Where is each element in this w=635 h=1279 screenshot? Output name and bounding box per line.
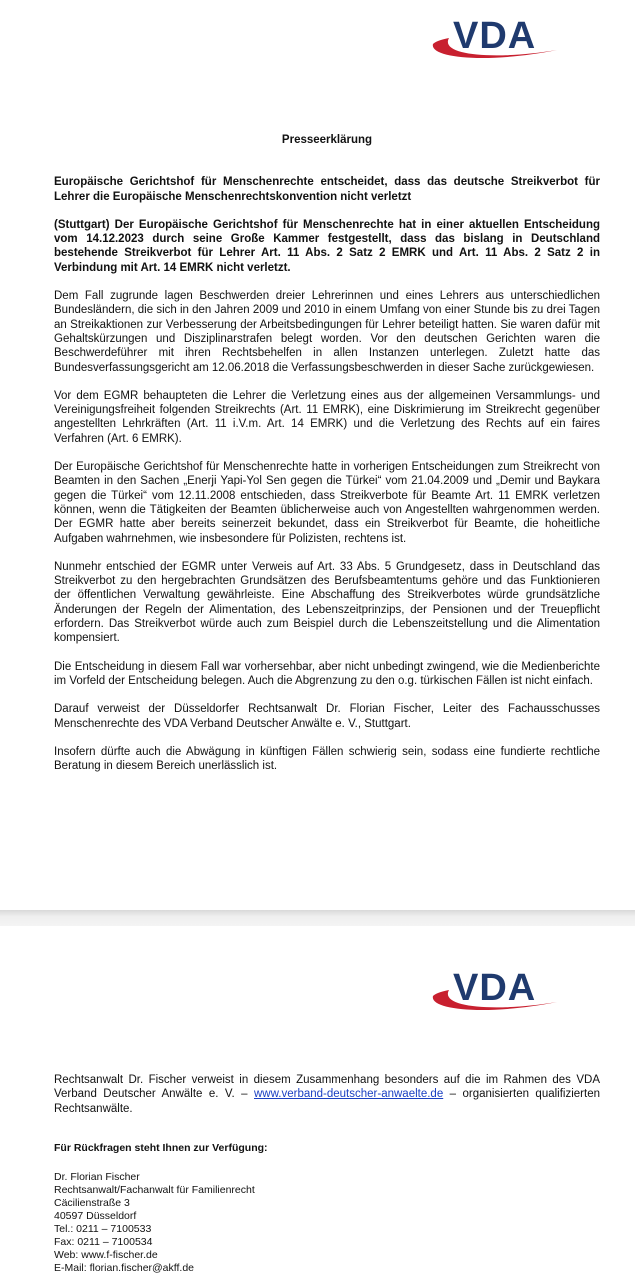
vda-logo-page-2: [427, 966, 559, 1014]
paragraph-5: Die Entscheidung in diesem Fall war vorhersehbar, aber nicht unbedingt zwingend, wie die Medienberichte im Vorfeld der Entscheidung belegen. Auch die Abgrenzung zu den o.g. türkischen Fällen ist nicht einfach.: [54, 660, 600, 687]
logo-text: VDA: [453, 15, 537, 57]
paragraph-7: Insofern dürfte auch die Abwägung in künftigen Fällen schwierig sein, sodass eine fundierte rechtliche Beratung in diesem Bereich unerlässlich ist.: [54, 745, 600, 773]
headline: Europäische Gerichtshof für Menschenrechte entscheidet, dass das deutsche Streikverbot für Lehrer die Europäische Menschenrechtskonvention nicht verletzt: [54, 176, 600, 203]
contact-city: 40597 Düsseldorf: [54, 1209, 137, 1222]
logo-text: VDA: [453, 967, 537, 1009]
paragraph-4: Nunmehr entschied der EGMR unter Verweis auf Art. 33 Abs. 5 Grundgesetz, dass in Deutschland das Streikverbot zu den hergebrachten Grundsätzen des Berufsbeamtentums gehöre und das Funktionieren der öffentlichen Verwaltung gewährleiste. Eine Abschaffung des Streikverbotes würde grundsätzliche Änderungen der Regeln der Alimentation, des Lebenszeitprinzips, der Pensionen und der Treuepflicht erfordern. Das Streikverbot würde auch zum Beispiel durch die Lebenszeitstellung und die Alimentation kompensiert.: [54, 560, 600, 645]
contact-name: Dr. Florian Fischer: [54, 1170, 140, 1183]
contact-fax: Fax: 0211 – 7100534: [54, 1235, 153, 1248]
page-title: Presseerklärung: [281, 134, 373, 146]
intro-text-after: – organisierten qualifizierten Rechtsanwälte.: [54, 1088, 600, 1115]
paragraph-6: Darauf verweist der Düsseldorfer Rechtsanwalt Dr. Florian Fischer, Leiter des Fachausschusses Menschenrechte des VDA Verband Deutscher Anwälte e. V., Stuttgart.: [54, 703, 600, 730]
page-separator: [0, 910, 635, 926]
intro-text-before: Rechtsanwalt Dr. Fischer verweist in diesem Zusammenhang besonders auf die im Rahmen des VDA Verband Deutscher Anwälte e. V. –: [54, 1074, 600, 1101]
press-release-body: [54, 133, 600, 773]
paragraph-3: Der Europäische Gerichtshof für Menschenrechte hatte in vorherigen Entscheidungen zum Streikrecht von Beamten in den Sachen „Enerji Yapi-Yol Sen gegen die Türkei“ vom 21.04.2009 und „Demir und Baykara gegen die Türkei“ vom 12.11.2008 entschieden, dass Streikverbote für Beamte Art. 11 EMRK verletzen können, wenn die Tätigkeiten der Beamten üblicherweise auch von Angestellten wahrgenommen werden. Der EGMR hatte aber bereits seinerzeit bekundet, dass ein Streikverbot für Beamte, die hoheitliche Aufgaben wahrnehmen, wie insbesondere für Polizisten, rechtens ist.: [54, 461, 600, 545]
contact-phone: Tel.: 0211 – 7100533: [54, 1222, 152, 1235]
contact-street: Cäcilienstraße 3: [54, 1196, 130, 1209]
lead-paragraph: (Stuttgart) Der Europäische Gerichtshof für Menschenrechte hat in einer aktuellen Entscheidung vom 14.12.2023 durch seine Große Kammer festgestellt, dass das bislang in Deutschland bestehende Streikverbot für Lehrer Art. 11 Abs. 2 Satz 2 EMRK und Art. 11 Abs. 2 Satz 2 in Verbindung mit Art. 14 EMRK nicht verletzt.: [54, 218, 600, 274]
contact-email: E-Mail: florian.fischer@akff.de: [54, 1261, 195, 1274]
paragraph-2: Vor dem EGMR behaupteten die Lehrer die Verletzung eines aus der allgemeinen Versammlungs- und Vereinigungsfreiheit folgenden Streikrechts (Art. 11 EMRK), eine Diskrimierung im Streikrecht gegenüber angestellten Lehrkräften (Art. 11 i.V.m. Art. 14 EMRK) und die Verletzung des Rechts auf ein faires Verfahren (Art. 6 EMRK).: [54, 389, 600, 445]
vda-logo: [427, 14, 559, 62]
contact-heading: Für Rückfragen steht Ihnen zur Verfügung:: [54, 1141, 268, 1154]
intro-paragraph: [54, 1073, 600, 1116]
contact-web: Web: www.f-fischer.de: [54, 1248, 158, 1261]
paragraph-1: Dem Fall zugrunde lagen Beschwerden dreier Lehrerinnen und eines Lehrers aus unterschiedlichen Bundesländern, die sich in den Jahren 2009 und 2010 in einem Umfang von einer Stunde bis zu drei Tagen an Streikaktionen zur Verbesserung der Arbeitsbedingungen für Lehrer beteiligt hatten. Sie waren dafür mit Gehaltskürzungen und Disziplinarstrafen belegt worden. Vor den deutschen Gerichten waren die Beschwerdeführer mit ihren Rechtsbehelfen in allen Instanzen unterlegen. Zuletzt hatte das Bundesverfassungsgericht am 12.06.2018 die Verfassungsbeschwerden in dieser Sache zurückgewiesen.: [54, 290, 600, 374]
page-2-body: [54, 1073, 600, 1275]
vda-website-link[interactable]: www.verband-deutscher-anwaelte.de: [254, 1088, 444, 1101]
contact-block: [54, 1142, 600, 1275]
contact-title: Rechtsanwalt/Fachanwalt für Familienrecht: [54, 1183, 255, 1196]
